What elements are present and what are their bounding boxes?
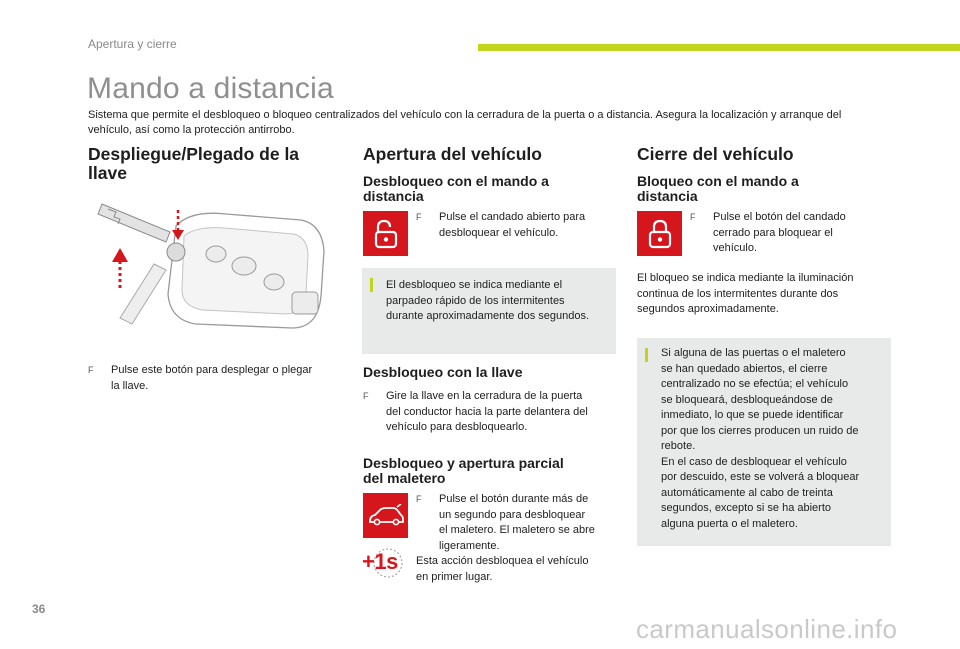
plus-1s-label: +1s bbox=[362, 549, 398, 574]
col3-heading: Cierre del vehículo bbox=[637, 144, 794, 164]
bullet-marker: F bbox=[416, 494, 422, 504]
note2-line: se han quedado abiertos, el cierre bbox=[661, 362, 828, 375]
note2-line: En el caso de desbloquear el vehículo bbox=[661, 455, 847, 468]
col2-heading: Apertura del vehículo bbox=[363, 144, 542, 164]
col2-sub3-bullet bbox=[416, 492, 616, 556]
col2-sub3-after bbox=[416, 554, 616, 586]
note1-line: parpadeo rápido de los intermitentes bbox=[386, 294, 565, 307]
col1-heading-line1: Despliegue/Plegado de la bbox=[88, 144, 300, 164]
note-accent-bar bbox=[370, 278, 373, 292]
col3-para-line: segundos aproximadamente. bbox=[637, 303, 779, 315]
col2-sub2 bbox=[363, 365, 523, 380]
note1-line: durante aproximadamente dos segundos. bbox=[386, 310, 590, 322]
col3-para-line: continua de los intermitentes durante dos bbox=[637, 287, 839, 300]
col2-sub3-line: Pulse el botón durante más de bbox=[439, 493, 589, 505]
col2-sub2-heading: Desbloqueo con la llave bbox=[363, 364, 523, 380]
col1-heading-line2: llave bbox=[88, 163, 127, 183]
col2-sub1-line2: distancia bbox=[363, 188, 424, 204]
col3-sub1-line2: distancia bbox=[637, 188, 698, 204]
note2-line: alguna puerta o el maletero. bbox=[661, 517, 798, 530]
col2-sub1-bullet bbox=[416, 210, 616, 244]
car-trunk-icon bbox=[363, 493, 408, 538]
col2-sub2-line: del conductor hacia la parte delantera del bbox=[386, 405, 588, 418]
lock-icon bbox=[637, 211, 682, 256]
col2-sub3-line: un segundo para desbloquear bbox=[439, 508, 586, 521]
col2-sub2-bullet bbox=[363, 389, 623, 439]
note2-line: Si alguna de las puertas o el maletero bbox=[661, 347, 846, 359]
col2-sub3-after-line: Esta acción desbloquea el vehículo bbox=[416, 555, 589, 567]
col3-sub1-line1: Bloqueo con el mando a bbox=[637, 173, 799, 189]
col2-sub3-line: el maletero. El maletero se abre bbox=[439, 524, 595, 536]
col3-sub1-line: cerrado para bloquear el bbox=[713, 226, 833, 239]
col3-sub1-line: vehículo. bbox=[713, 242, 758, 254]
bullet-marker: F bbox=[690, 212, 696, 222]
col2-heading-wrap bbox=[363, 145, 542, 164]
page-number: 36 bbox=[32, 602, 46, 616]
bullet-marker: F bbox=[88, 365, 94, 375]
header-accent-bar bbox=[478, 44, 960, 51]
col1-bullet-line1: Pulse este botón para desplegar o plegar bbox=[111, 364, 313, 376]
col3-sub1-bullet bbox=[690, 210, 890, 260]
col1-bullet-line2: la llave. bbox=[111, 379, 149, 392]
bullet-marker: F bbox=[416, 212, 422, 222]
note2-line: segundos, excepto si se ha abierto bbox=[661, 502, 832, 514]
plus-1s-icon bbox=[362, 546, 404, 580]
col1-heading bbox=[88, 145, 299, 183]
watermark: carmanualsonline.info bbox=[636, 614, 898, 644]
key-fob-illustration bbox=[96, 196, 336, 336]
note1-line: El desbloqueo se indica mediante el bbox=[386, 279, 563, 291]
note2-line: rebote. bbox=[661, 440, 696, 452]
note2-line: por descuido, este se volverá a bloquear bbox=[661, 471, 860, 483]
section-label: Apertura y cierre bbox=[88, 37, 177, 51]
col2-sub3 bbox=[363, 456, 564, 486]
note2-line: se bloqueará, desbloqueándose de bbox=[661, 393, 833, 406]
page-title: Mando a distancia bbox=[87, 72, 334, 105]
col2-sub2-line: vehículo para desbloquearlo. bbox=[386, 421, 528, 433]
bullet-marker: F bbox=[363, 391, 369, 401]
intro-text: Sistema que permite el desbloqueo o bloqueo centralizados del vehículo con la cerradura de la puerta o a distancia. Asegura la localización y arranque del vehículo, así como la protección antirrobo. bbox=[88, 109, 842, 136]
col3-sub1-line: Pulse el botón del candado bbox=[713, 211, 846, 223]
col2-sub3-line1: Desbloqueo y apertura parcial bbox=[363, 455, 564, 471]
unlock-icon bbox=[363, 211, 408, 256]
col2-sub3-line2: del maletero bbox=[363, 470, 446, 486]
col3-paragraph bbox=[637, 271, 897, 321]
note2-line: inmediato, lo que se puede identificar bbox=[661, 409, 844, 421]
col2-sub1-bullet-line1: Pulse el candado abierto para bbox=[439, 211, 586, 223]
note2-line: centralizado no se efectúa; el vehículo bbox=[661, 378, 849, 390]
col1-bullet bbox=[88, 363, 348, 397]
info-note-1 bbox=[362, 268, 616, 354]
col2-sub3-after-line: en primer lugar. bbox=[416, 570, 493, 583]
col2-sub1-bullet-line2: desbloquear el vehículo. bbox=[439, 226, 559, 239]
note2-line: automáticamente al cabo de treinta bbox=[661, 486, 833, 499]
note2-line: por que los cierres producen un ruido de bbox=[661, 424, 859, 437]
col2-sub1 bbox=[363, 174, 549, 204]
col2-sub3-line: ligeramente. bbox=[439, 539, 500, 552]
col3-sub1 bbox=[637, 174, 799, 204]
col2-sub1-line1: Desbloqueo con el mando a bbox=[363, 173, 549, 189]
col2-sub2-line: Gire la llave en la cerradura de la puerta bbox=[386, 390, 583, 402]
note-accent-bar bbox=[645, 348, 648, 362]
col3-para-line: El bloqueo se indica mediante la iluminación bbox=[637, 272, 854, 284]
col3-heading-wrap bbox=[637, 145, 794, 164]
info-note-2 bbox=[637, 338, 891, 546]
